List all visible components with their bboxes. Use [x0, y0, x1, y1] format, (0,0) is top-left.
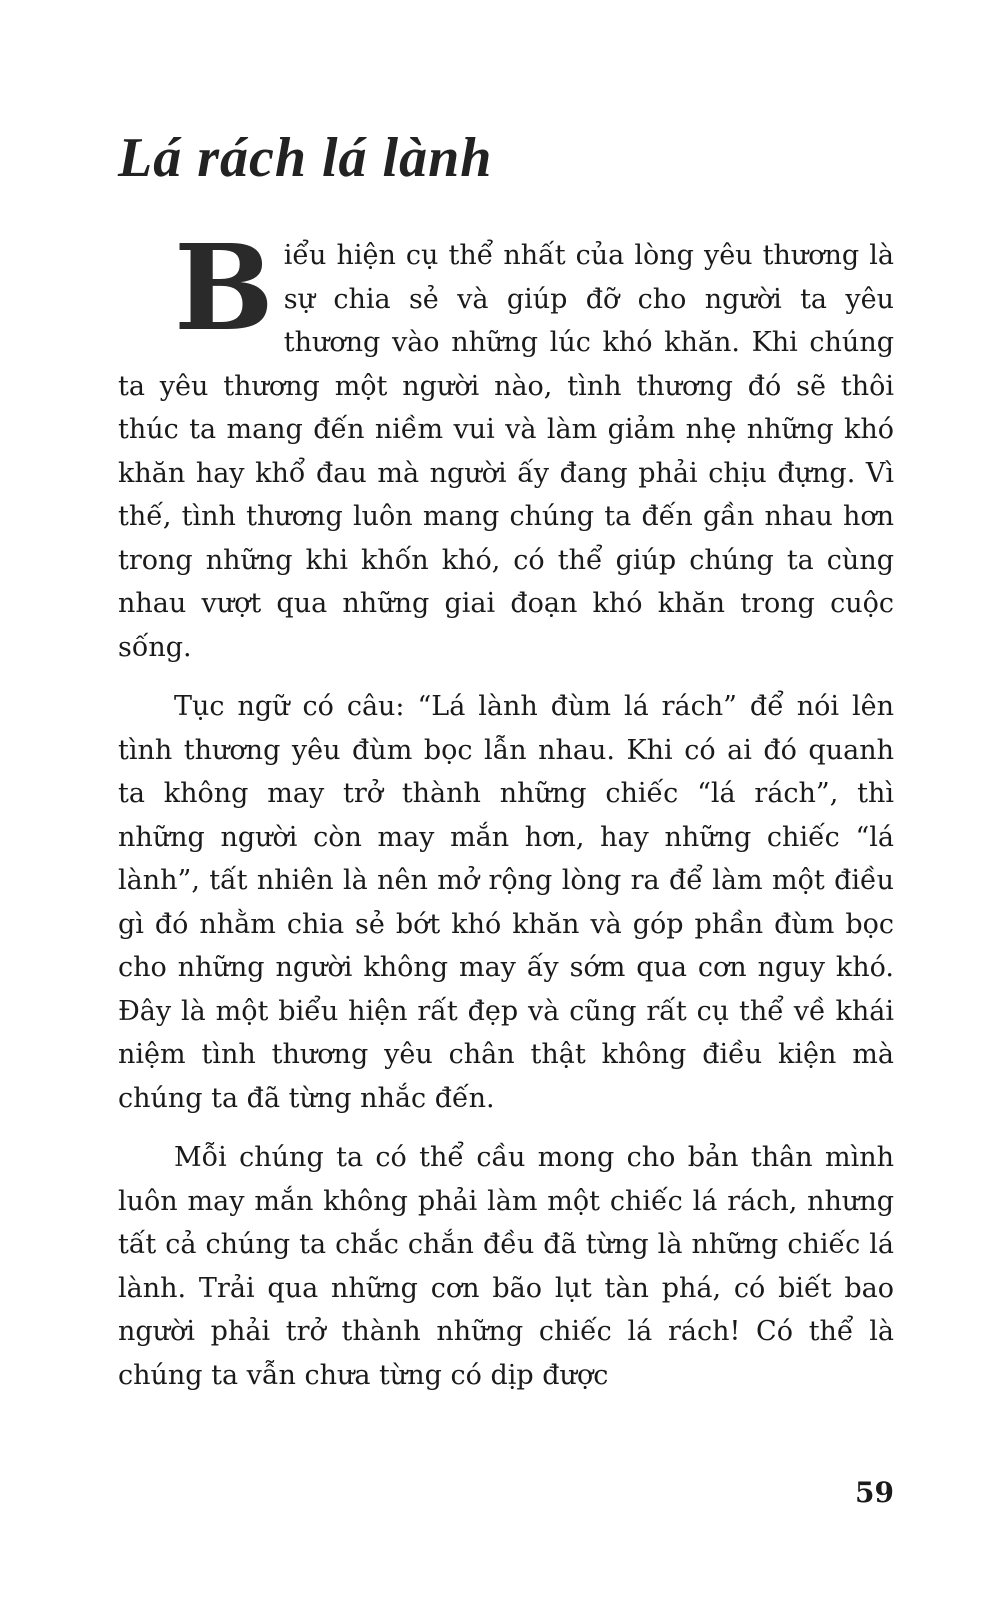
page-number: 59	[855, 1476, 894, 1509]
book-page	[118, 120, 894, 1397]
paragraph-3: Mỗi chúng ta có thể cầu mong cho bản thân mình luôn may mắn không phải làm một chiếc lá rách, nhưng tất cả chúng ta chắc chắn đều đã từng là những chiếc lá lành. Trải qua những cơn bão lụt tàn phá, có biết bao người phải trở thành những chiếc lá rách! Có thể là chúng ta vẫn chưa từng có dịp được	[118, 1142, 894, 1391]
body-text	[118, 218, 894, 1397]
paragraph-1	[118, 218, 894, 669]
paragraph-2: Tục ngữ có câu: “Lá lành đùm lá rách” để nói lên tình thương yêu đùm bọc lẫn nhau. Khi có ai đó quanh ta không may trở thành những chiếc “lá rách”, thì những người còn may mắn hơn, hay những chiếc “lá lành”, tất nhiên là nên mở rộng lòng ra để làm một điều gì đó nhằm chia sẻ bớt khó khăn và góp phần đùm bọc cho những người không may ấy sớm qua cơn nguy khó. Đây là một biểu hiện rất đẹp và cũng rất cụ thể về khái niệm tình thương yêu chân thật không điều kiện mà chúng ta đã từng nhắc đến.	[118, 691, 894, 1114]
chapter-title: Lá rách lá lành	[118, 127, 493, 189]
paragraph-1-text: iểu hiện cụ thể nhất của lòng yêu thương là sự chia sẻ và giúp đỡ cho người ta yêu thương vào những lúc khó khăn. Khi chúng ta yêu thương một người nào, tình thương đó sẽ thôi thúc ta mang đến niềm vui và làm giảm nhẹ những khó khăn hay khổ đau mà người ấy đang phải chịu đựng. Vì thế, tình thương luôn mang chúng ta đến gần nhau hơn trong những khi khốn khó, có thể giúp chúng ta cùng nhau vượt qua những giai đoạn khó khăn trong cuộc sống.	[118, 240, 894, 663]
drop-cap: B	[174, 218, 274, 357]
